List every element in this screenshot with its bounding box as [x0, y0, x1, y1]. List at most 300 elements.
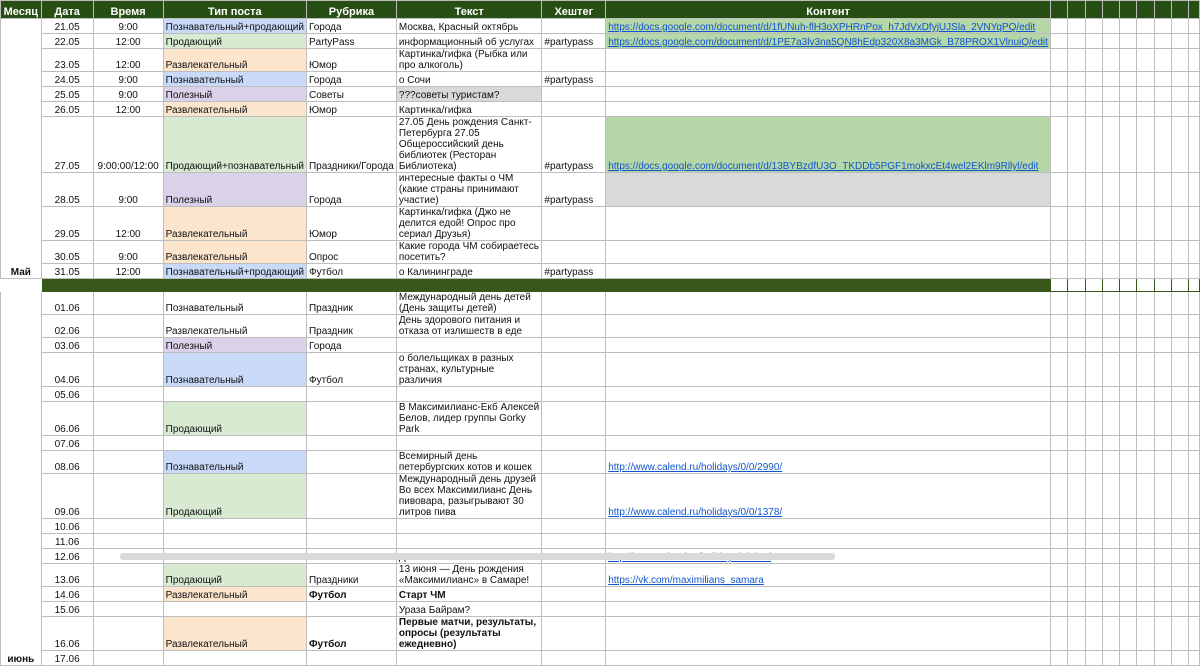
empty-cell[interactable] [1172, 87, 1189, 102]
empty-cell[interactable] [1050, 651, 1067, 666]
empty-cell[interactable] [1085, 315, 1102, 338]
empty-cell[interactable] [1068, 338, 1085, 353]
empty-cell[interactable] [1068, 241, 1085, 264]
empty-cell[interactable] [1102, 72, 1119, 87]
type-cell[interactable]: Развлекательный [163, 241, 306, 264]
time-cell[interactable] [93, 564, 163, 587]
text-cell[interactable]: 27.05 День рождения Санкт-Петербурга 27.05 Общероссийский день библиотек (Ресторан Библиотека) [396, 117, 542, 173]
empty-cell[interactable] [1137, 49, 1154, 72]
rubric-cell[interactable] [306, 402, 396, 436]
rubric-cell[interactable] [306, 451, 396, 474]
empty-cell[interactable] [1120, 387, 1137, 402]
empty-cell[interactable] [1137, 602, 1154, 617]
empty-cell[interactable] [1120, 474, 1137, 519]
empty-cell[interactable] [1189, 279, 1200, 292]
empty-cell[interactable] [1050, 72, 1067, 87]
empty-cell[interactable] [1120, 117, 1137, 173]
empty-cell[interactable] [1085, 102, 1102, 117]
header-text[interactable]: Текст [396, 1, 542, 19]
empty-cell[interactable] [1102, 241, 1119, 264]
text-cell[interactable]: 13 июня — День рождения «Максимилианс» в Самаре! [396, 564, 542, 587]
date-cell[interactable]: 17.06 [41, 651, 93, 666]
time-cell[interactable]: 9:00:00/12:00 [93, 117, 163, 173]
empty-cell[interactable] [1085, 451, 1102, 474]
content-cell[interactable] [606, 353, 1051, 387]
empty-cell[interactable] [1154, 519, 1171, 534]
content-cell[interactable] [606, 617, 1051, 651]
empty-cell[interactable] [1189, 241, 1200, 264]
text-cell[interactable]: Картинка/гифка [396, 102, 542, 117]
empty-cell[interactable] [1085, 173, 1102, 207]
date-cell[interactable]: 22.05 [41, 34, 93, 49]
rubric-cell[interactable]: Города [306, 173, 396, 207]
hashtag-cell[interactable] [542, 49, 606, 72]
header-extra[interactable] [1085, 1, 1102, 19]
empty-cell[interactable] [1068, 651, 1085, 666]
empty-cell[interactable] [1120, 549, 1137, 564]
empty-cell[interactable] [1120, 519, 1137, 534]
empty-cell[interactable] [1102, 402, 1119, 436]
empty-cell[interactable] [1085, 72, 1102, 87]
text-cell[interactable]: информационный об услугах [396, 34, 542, 49]
empty-cell[interactable] [1154, 117, 1171, 173]
content-link[interactable]: https://docs.google.com/document/d/13BYBzdfU3O_TKDDb5PGF1mokxcEt4wel2EKlm9Rllyl/edit [608, 161, 1039, 172]
type-cell[interactable]: Полезный [163, 87, 306, 102]
header-extra[interactable] [1137, 1, 1154, 19]
empty-cell[interactable] [1154, 264, 1171, 279]
empty-cell[interactable] [1102, 49, 1119, 72]
empty-cell[interactable] [1085, 19, 1102, 34]
empty-cell[interactable] [1189, 564, 1200, 587]
type-cell[interactable]: Продающий [163, 474, 306, 519]
type-cell[interactable] [163, 651, 306, 666]
header-date[interactable]: Дата [41, 1, 93, 19]
type-cell[interactable] [163, 534, 306, 549]
empty-cell[interactable] [1172, 353, 1189, 387]
type-cell[interactable]: Развлекательный [163, 49, 306, 72]
date-cell[interactable]: 12.06 [41, 549, 93, 564]
content-cell[interactable] [606, 519, 1051, 534]
empty-cell[interactable] [1154, 315, 1171, 338]
empty-cell[interactable] [1172, 338, 1189, 353]
empty-cell[interactable] [1102, 602, 1119, 617]
empty-cell[interactable] [1172, 315, 1189, 338]
empty-cell[interactable] [1137, 279, 1154, 292]
date-cell[interactable]: 24.05 [41, 72, 93, 87]
empty-cell[interactable] [1068, 207, 1085, 241]
header-hashtag[interactable]: Хештег [542, 1, 606, 19]
empty-cell[interactable] [1085, 617, 1102, 651]
hashtag-cell[interactable]: #partypass [542, 173, 606, 207]
empty-cell[interactable] [1154, 402, 1171, 436]
text-cell[interactable]: Всемирный день петербургских котов и кошек [396, 451, 542, 474]
time-cell[interactable]: 12:00 [93, 49, 163, 72]
empty-cell[interactable] [1137, 72, 1154, 87]
empty-cell[interactable] [1172, 519, 1189, 534]
empty-cell[interactable] [1189, 338, 1200, 353]
time-cell[interactable]: 12:00 [93, 34, 163, 49]
text-cell[interactable] [396, 338, 542, 353]
empty-cell[interactable] [1189, 549, 1200, 564]
content-cell[interactable] [606, 72, 1051, 87]
empty-cell[interactable] [1172, 241, 1189, 264]
time-cell[interactable] [93, 587, 163, 602]
empty-cell[interactable] [1085, 436, 1102, 451]
empty-cell[interactable] [1154, 474, 1171, 519]
time-cell[interactable] [93, 315, 163, 338]
type-cell[interactable]: Продающий [163, 34, 306, 49]
empty-cell[interactable] [1120, 34, 1137, 49]
content-link[interactable]: https://docs.google.com/document/d/1fUNuh-flH3oXPHRnPox_h7JdVxDfyjUJSla_2VNYqPQ/edit [608, 22, 1036, 33]
empty-cell[interactable] [1172, 534, 1189, 549]
date-cell[interactable]: 09.06 [41, 474, 93, 519]
header-extra[interactable] [1154, 1, 1171, 19]
text-cell[interactable] [396, 519, 542, 534]
empty-cell[interactable] [1137, 207, 1154, 241]
empty-cell[interactable] [1137, 87, 1154, 102]
empty-cell[interactable] [1137, 241, 1154, 264]
hashtag-cell[interactable] [542, 353, 606, 387]
time-cell[interactable]: 9:00 [93, 241, 163, 264]
empty-cell[interactable] [1189, 87, 1200, 102]
empty-cell[interactable] [1068, 264, 1085, 279]
hashtag-cell[interactable] [542, 519, 606, 534]
header-extra[interactable] [1102, 1, 1119, 19]
empty-cell[interactable] [1085, 387, 1102, 402]
rubric-cell[interactable]: Города [306, 338, 396, 353]
empty-cell[interactable] [1137, 173, 1154, 207]
time-cell[interactable] [93, 474, 163, 519]
time-cell[interactable] [93, 651, 163, 666]
rubric-cell[interactable]: Праздники [306, 564, 396, 587]
empty-cell[interactable] [1085, 564, 1102, 587]
text-cell[interactable]: Старт ЧМ [396, 587, 542, 602]
empty-cell[interactable] [1154, 549, 1171, 564]
empty-cell[interactable] [1154, 587, 1171, 602]
empty-cell[interactable] [1050, 87, 1067, 102]
empty-cell[interactable] [1172, 207, 1189, 241]
empty-cell[interactable] [1137, 19, 1154, 34]
empty-cell[interactable] [1172, 564, 1189, 587]
text-cell[interactable]: о болельщиках в разных странах, культурные различия [396, 353, 542, 387]
time-cell[interactable] [93, 402, 163, 436]
empty-cell[interactable] [1154, 353, 1171, 387]
content-cell[interactable] [606, 19, 1051, 34]
empty-cell[interactable] [1154, 534, 1171, 549]
hashtag-cell[interactable] [542, 436, 606, 451]
empty-cell[interactable] [1154, 173, 1171, 207]
content-cell[interactable] [606, 117, 1051, 173]
empty-cell[interactable] [1050, 292, 1067, 315]
empty-cell[interactable] [1050, 387, 1067, 402]
empty-cell[interactable] [1154, 338, 1171, 353]
empty-cell[interactable] [1102, 34, 1119, 49]
date-cell[interactable]: 03.06 [41, 338, 93, 353]
date-cell[interactable]: 14.06 [41, 587, 93, 602]
hashtag-cell[interactable] [542, 292, 606, 315]
empty-cell[interactable] [1068, 72, 1085, 87]
date-cell[interactable]: 04.06 [41, 353, 93, 387]
type-cell[interactable]: Развлекательный [163, 617, 306, 651]
empty-cell[interactable] [1102, 315, 1119, 338]
empty-cell[interactable] [1189, 264, 1200, 279]
empty-cell[interactable] [1085, 549, 1102, 564]
empty-cell[interactable] [1050, 279, 1067, 292]
content-cell[interactable] [606, 338, 1051, 353]
empty-cell[interactable] [1068, 534, 1085, 549]
empty-cell[interactable] [1137, 338, 1154, 353]
empty-cell[interactable] [1050, 534, 1067, 549]
date-cell[interactable]: 30.05 [41, 241, 93, 264]
empty-cell[interactable] [1172, 49, 1189, 72]
empty-cell[interactable] [1120, 173, 1137, 207]
type-cell[interactable]: Познавательный [163, 353, 306, 387]
empty-cell[interactable] [1172, 72, 1189, 87]
empty-cell[interactable] [1102, 549, 1119, 564]
empty-cell[interactable] [1102, 87, 1119, 102]
empty-cell[interactable] [1137, 451, 1154, 474]
empty-cell[interactable] [1154, 102, 1171, 117]
hashtag-cell[interactable]: #partypass [542, 117, 606, 173]
rubric-cell[interactable] [306, 519, 396, 534]
empty-cell[interactable] [1085, 353, 1102, 387]
hashtag-cell[interactable] [542, 564, 606, 587]
empty-cell[interactable] [1154, 19, 1171, 34]
header-extra[interactable] [1050, 1, 1067, 19]
empty-cell[interactable] [1050, 207, 1067, 241]
empty-cell[interactable] [1050, 617, 1067, 651]
empty-cell[interactable] [1050, 564, 1067, 587]
type-cell[interactable] [163, 387, 306, 402]
content-cell[interactable] [606, 587, 1051, 602]
empty-cell[interactable] [1102, 587, 1119, 602]
text-cell[interactable]: Москва, Красный октябрь [396, 19, 542, 34]
content-cell[interactable] [606, 402, 1051, 436]
content-link[interactable]: https://docs.google.com/document/d/1PE7a3lv3na5QN8hEdp320X8a3MGk_B78PROX1VlnuiQ/edit [608, 37, 1048, 48]
empty-cell[interactable] [1102, 651, 1119, 666]
date-cell[interactable]: 31.05 [41, 264, 93, 279]
hashtag-cell[interactable] [542, 315, 606, 338]
empty-cell[interactable] [1189, 49, 1200, 72]
empty-cell[interactable] [1068, 519, 1085, 534]
empty-cell[interactable] [1102, 173, 1119, 207]
text-cell[interactable]: о Сочи [396, 72, 542, 87]
rubric-cell[interactable]: Праздник [306, 292, 396, 315]
empty-cell[interactable] [1189, 436, 1200, 451]
empty-cell[interactable] [1068, 549, 1085, 564]
rubric-cell[interactable] [306, 387, 396, 402]
empty-cell[interactable] [1189, 207, 1200, 241]
date-cell[interactable]: 13.06 [41, 564, 93, 587]
hashtag-cell[interactable] [542, 534, 606, 549]
empty-cell[interactable] [1120, 102, 1137, 117]
time-cell[interactable] [93, 451, 163, 474]
date-cell[interactable]: 07.06 [41, 436, 93, 451]
content-link[interactable]: http://www.calend.ru/holidays/0/0/1378/ [608, 507, 783, 518]
empty-cell[interactable] [1189, 387, 1200, 402]
empty-cell[interactable] [1120, 241, 1137, 264]
empty-cell[interactable] [1120, 564, 1137, 587]
empty-cell[interactable] [1154, 292, 1171, 315]
type-cell[interactable]: Познавательный [163, 451, 306, 474]
empty-cell[interactable] [1050, 338, 1067, 353]
empty-cell[interactable] [1120, 534, 1137, 549]
empty-cell[interactable] [1154, 279, 1171, 292]
empty-cell[interactable] [1102, 102, 1119, 117]
empty-cell[interactable] [1102, 353, 1119, 387]
empty-cell[interactable] [1102, 564, 1119, 587]
empty-cell[interactable] [1050, 117, 1067, 173]
empty-cell[interactable] [1137, 519, 1154, 534]
empty-cell[interactable] [1085, 534, 1102, 549]
text-cell[interactable]: Картинка/гифка (Джо не делится едой! Опрос про сериал Друзья) [396, 207, 542, 241]
empty-cell[interactable] [1050, 19, 1067, 34]
empty-cell[interactable] [1085, 402, 1102, 436]
hashtag-cell[interactable] [542, 602, 606, 617]
empty-cell[interactable] [1137, 587, 1154, 602]
empty-cell[interactable] [1189, 651, 1200, 666]
hashtag-cell[interactable] [542, 102, 606, 117]
empty-cell[interactable] [1154, 207, 1171, 241]
empty-cell[interactable] [1172, 549, 1189, 564]
empty-cell[interactable] [1085, 338, 1102, 353]
empty-cell[interactable] [1137, 474, 1154, 519]
empty-cell[interactable] [1154, 49, 1171, 72]
hashtag-cell[interactable] [542, 387, 606, 402]
content-cell[interactable] [606, 49, 1051, 72]
empty-cell[interactable] [1068, 387, 1085, 402]
type-cell[interactable]: Развлекательный [163, 102, 306, 117]
date-cell[interactable]: 05.06 [41, 387, 93, 402]
empty-cell[interactable] [1102, 338, 1119, 353]
empty-cell[interactable] [1085, 292, 1102, 315]
date-cell[interactable]: 26.05 [41, 102, 93, 117]
empty-cell[interactable] [1172, 173, 1189, 207]
empty-cell[interactable] [1050, 49, 1067, 72]
text-cell[interactable]: Картинка/гифка (Рыбка или про алкоголь) [396, 49, 542, 72]
content-cell[interactable] [606, 564, 1051, 587]
text-cell[interactable]: Какие города ЧМ собираетесь посетить? [396, 241, 542, 264]
type-cell[interactable]: Развлекательный [163, 587, 306, 602]
date-cell[interactable]: 06.06 [41, 402, 93, 436]
empty-cell[interactable] [1189, 117, 1200, 173]
content-cell[interactable] [606, 602, 1051, 617]
hashtag-cell[interactable] [542, 651, 606, 666]
header-extra[interactable] [1068, 1, 1085, 19]
type-cell[interactable]: Развлекательный [163, 207, 306, 241]
empty-cell[interactable] [1137, 549, 1154, 564]
rubric-cell[interactable] [306, 602, 396, 617]
hashtag-cell[interactable] [542, 87, 606, 102]
empty-cell[interactable] [1120, 264, 1137, 279]
time-cell[interactable] [93, 387, 163, 402]
rubric-cell[interactable] [306, 474, 396, 519]
empty-cell[interactable] [1172, 102, 1189, 117]
empty-cell[interactable] [1102, 279, 1119, 292]
type-cell[interactable]: Развлекательный [163, 315, 306, 338]
date-cell[interactable]: 16.06 [41, 617, 93, 651]
empty-cell[interactable] [1050, 402, 1067, 436]
content-cell[interactable] [606, 534, 1051, 549]
date-cell[interactable]: 02.06 [41, 315, 93, 338]
content-cell[interactable] [606, 264, 1051, 279]
empty-cell[interactable] [1172, 387, 1189, 402]
time-cell[interactable] [93, 534, 163, 549]
empty-cell[interactable] [1068, 279, 1085, 292]
empty-cell[interactable] [1189, 19, 1200, 34]
empty-cell[interactable] [1189, 534, 1200, 549]
empty-cell[interactable] [1137, 117, 1154, 173]
text-cell[interactable]: Международный день друзей Во всех Максимилианс День пивовара, разыгрывают 30 литров пива [396, 474, 542, 519]
empty-cell[interactable] [1154, 617, 1171, 651]
hashtag-cell[interactable]: #partypass [542, 34, 606, 49]
empty-cell[interactable] [1102, 617, 1119, 651]
empty-cell[interactable] [1172, 264, 1189, 279]
empty-cell[interactable] [1102, 207, 1119, 241]
rubric-cell[interactable] [306, 651, 396, 666]
empty-cell[interactable] [1154, 72, 1171, 87]
empty-cell[interactable] [1137, 402, 1154, 436]
empty-cell[interactable] [1172, 402, 1189, 436]
empty-cell[interactable] [1050, 436, 1067, 451]
text-cell[interactable] [396, 534, 542, 549]
type-cell[interactable]: Познавательный [163, 292, 306, 315]
time-cell[interactable] [93, 617, 163, 651]
empty-cell[interactable] [1172, 117, 1189, 173]
empty-cell[interactable] [1189, 451, 1200, 474]
empty-cell[interactable] [1172, 451, 1189, 474]
empty-cell[interactable] [1154, 387, 1171, 402]
empty-cell[interactable] [1120, 279, 1137, 292]
empty-cell[interactable] [1154, 651, 1171, 666]
empty-cell[interactable] [1172, 617, 1189, 651]
empty-cell[interactable] [1189, 292, 1200, 315]
empty-cell[interactable] [1068, 49, 1085, 72]
time-cell[interactable]: 12:00 [93, 102, 163, 117]
empty-cell[interactable] [1050, 587, 1067, 602]
type-cell[interactable]: Полезный [163, 173, 306, 207]
time-cell[interactable] [93, 519, 163, 534]
time-cell[interactable] [93, 436, 163, 451]
empty-cell[interactable] [1050, 602, 1067, 617]
empty-cell[interactable] [1102, 519, 1119, 534]
hashtag-cell[interactable]: #partypass [542, 264, 606, 279]
type-cell[interactable]: Познавательный [163, 72, 306, 87]
empty-cell[interactable] [1085, 519, 1102, 534]
empty-cell[interactable] [1189, 602, 1200, 617]
empty-cell[interactable] [1085, 117, 1102, 173]
hashtag-cell[interactable]: #partypass [542, 72, 606, 87]
empty-cell[interactable] [1172, 34, 1189, 49]
empty-cell[interactable] [1085, 264, 1102, 279]
empty-cell[interactable] [1085, 49, 1102, 72]
content-cell[interactable] [606, 315, 1051, 338]
content-cell[interactable] [606, 87, 1051, 102]
empty-cell[interactable] [1085, 587, 1102, 602]
time-cell[interactable] [93, 292, 163, 315]
empty-cell[interactable] [1154, 34, 1171, 49]
empty-cell[interactable] [1154, 602, 1171, 617]
empty-cell[interactable] [1085, 87, 1102, 102]
empty-cell[interactable] [1120, 402, 1137, 436]
type-cell[interactable]: Познавательный+продающий [163, 19, 306, 34]
empty-cell[interactable] [1120, 72, 1137, 87]
empty-cell[interactable] [1120, 49, 1137, 72]
date-cell[interactable]: 28.05 [41, 173, 93, 207]
empty-cell[interactable] [1102, 451, 1119, 474]
hashtag-cell[interactable] [542, 587, 606, 602]
date-cell[interactable]: 23.05 [41, 49, 93, 72]
